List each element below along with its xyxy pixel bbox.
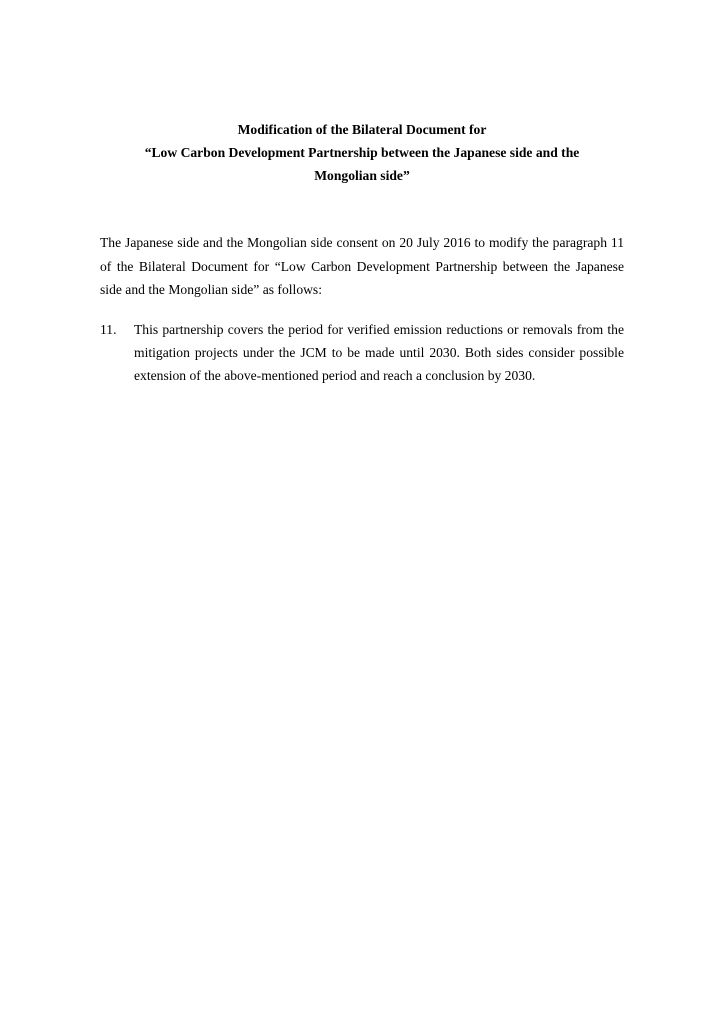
intro-paragraph: The Japanese side and the Mongolian side consent on 20 July 2016 to modify the paragraph 11 of the Bilateral Document for “Low Carbon Development Partnership between the Japanese side and the Mongolian side” as follows: (100, 235, 624, 297)
paragraph-text: This partnership covers the period for verified emission reductions or removals from the mitigation projects under the JCM to be made until 2030. Both sides consider possible extension of the above-mentioned period and reach a conclusion by 2030. (134, 322, 624, 383)
document-title (100, 118, 624, 187)
numbered-paragraph (100, 318, 624, 387)
title-line: Mongolian side” (314, 168, 410, 183)
title-line: “Low Carbon Development Partnership between the Japanese side and the (144, 145, 580, 160)
title-line: Modification of the Bilateral Document for (237, 122, 487, 137)
paragraph-number: 11. (100, 322, 117, 337)
